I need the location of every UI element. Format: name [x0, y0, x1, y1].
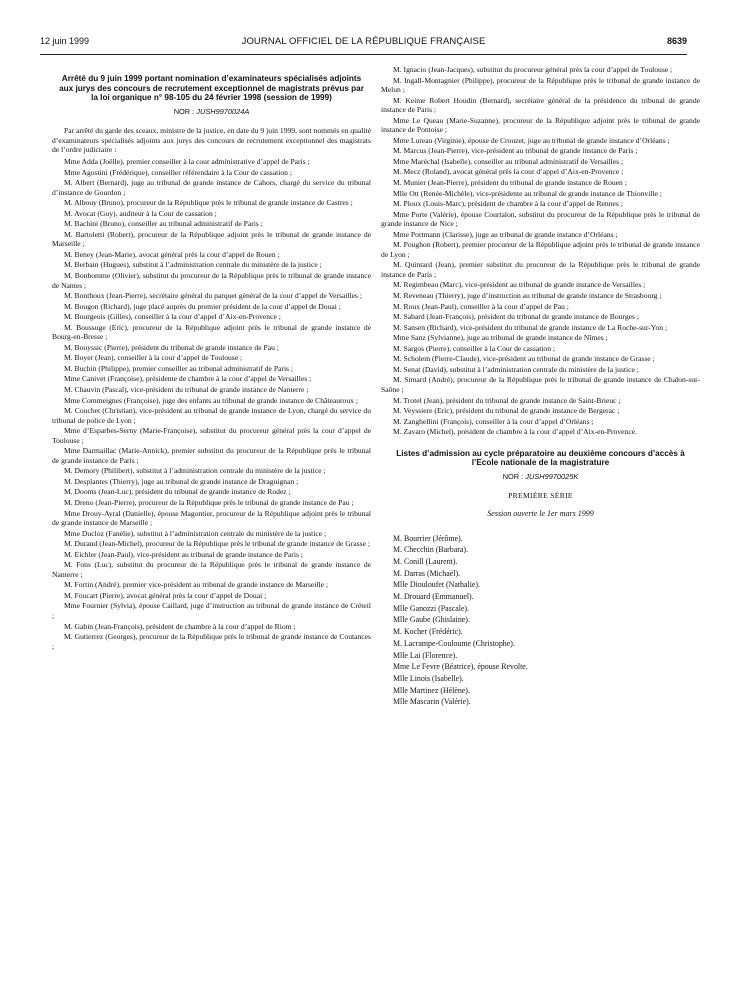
admitted-candidate: Mlle Mascarin (Valérie).: [393, 697, 471, 707]
admitted-candidate: Mlle Ganozzi (Pascale).: [393, 603, 470, 613]
examiner-entry: M. Bouyssic (Pierre), président du tribunal de grande instance de Pau ;: [64, 342, 279, 352]
examiner-entry: Mme Portmann (Clarisse), juge au tribunal de grande instance d’Orléans ;: [393, 229, 618, 239]
examiner-entry: M. Poughon (Robert), premier procureur de la République adjoint près le tribunal de grande instance de Lyon ;: [381, 240, 700, 259]
examiner-entry: M. Sabard (Jean-François), président du tribunal de grande instance de Bourges ;: [393, 312, 639, 322]
examiner-entry: Mme Porte (Valérie), épouse Courtalon, substitut du procureur de la République près le tribunal de grande instance de Nice ;: [381, 209, 700, 229]
examiner-entry: Mme Darmaillac (Marie-Annick), premier substitut du procureur de la République près le tribunal de grande instance de Paris ;: [52, 446, 371, 465]
examiner-entry: M. Marcus (Jean-Pierre), vice-président au tribunal de grande instance de Paris ;: [393, 146, 638, 156]
admitted-candidate: Mme Le Fevre (Béatrice), épouse Revolte.: [393, 662, 528, 672]
serie-heading: PREMIÈRE SÉRIE: [508, 491, 573, 501]
admission-nor: [381, 472, 700, 482]
admitted-candidate: Mlle Linois (Isabelle).: [393, 673, 464, 683]
examiner-entry: M. Bachini (Bruno), conseiller au tribunal administratif de Paris ;: [64, 219, 263, 229]
examiner-entry: M. Couchet (Christian), vice-président au tribunal de grande instance de Lyon, chargé du service du tribunal de police de Lyon ;: [52, 406, 371, 425]
examiner-entry: M. Munier (Jean-Pierre), président du tribunal de grande instance de Rouen ;: [393, 178, 627, 188]
examiner-entry: M. Zanghellini (François), conseiller à la cour d’appel d’Orléans ;: [393, 416, 594, 426]
right-column: [381, 65, 700, 708]
examiner-entry: M. Dreno (Jean-Pierre), procureur de la République près le tribunal de grande instance de Pau ;: [64, 498, 354, 508]
examiner-entry: M. Ploux (Louis-Marc), président de chambre à la cour d’appel de Rennes ;: [393, 199, 623, 209]
decree-title: Arrêté du 9 juin 1999 portant nomination d’examinateurs spécialisés adjoints aux jurys des concours de recrutement exceptionnel de magistrats prévus par la loi organique n° 98-105 du 24 février 1998 (session de 1999): [59, 74, 364, 103]
examiner-entry: M. Chauvin (Pascal), vice-président du tribunal de grande instance de Nanterre ;: [64, 385, 309, 394]
examiner-entry: M. Avocat (Guy), auditeur à la Cour de cassation ;: [64, 208, 217, 218]
examiner-entry: M. Sargos (Pierre), conseiller à la Cour de cassation ;: [393, 343, 556, 353]
examiner-entry: M. Quintard (Jean), premier substitut du procureur de la République près le tribunal de grande instance de Paris ;: [381, 260, 700, 279]
admitted-candidate: M. Conill (Laurent).: [393, 556, 458, 566]
examiner-entry: M. Berbain (Hugues), substitut à l’administration centrale du ministère de la justice ;: [64, 260, 322, 270]
decree-nor: [52, 107, 371, 117]
examiner-entry: M. Ingall-Montagnier (Philippe), procureur de la République près le tribunal de grande instance de Melun ;: [381, 75, 700, 95]
header-date: 12 juin 1999: [40, 36, 90, 46]
header-page-number: 8639: [666, 36, 687, 46]
examiner-entry: M. Senat (David), substitut à l’administration centrale du ministère de la justice ;: [393, 364, 639, 374]
admission-nor-code: JUSH9970025K: [525, 471, 579, 481]
examiner-list-left: [52, 157, 371, 651]
examiner-entry: M. Beney (Jean-Marie), avocat général près la cour d’appel de Rouen ;: [64, 249, 280, 259]
examiner-entry: M. Buchin (Philippe), premier conseiller au tribunal administratif de Paris ;: [64, 363, 294, 373]
admitted-candidate: M. Kocher (Frédéric).: [393, 627, 463, 637]
examiner-entry: M. Simard (André), procureur de la République près le tribunal de grande instance de Chalon-sur-Saône ;: [381, 375, 700, 394]
examiner-entry: Mme Sanz (Sylvianne), juge au tribunal de grande instance de Nîmes ;: [393, 333, 608, 343]
examiner-entry: M. Desplantes (Thierry), juge au tribunal de grande instance de Draguignan ;: [64, 476, 299, 486]
examiner-entry: Mme Canivet (Françoise), présidente de chambre à la cour d’appel de Versailles ;: [64, 374, 312, 384]
examiner-entry: Mme Drouy-Ayral (Danielle), épouse Magontier, procureur de la République adjoint près le tribunal de grande instance de Marseille ;: [52, 508, 371, 528]
header-journal-title: JOURNAL OFFICIEL DE LA RÉPUBLIQUE FRANÇAISE: [241, 36, 486, 47]
examiner-entry: M. Zavaro (Michel), président de chambre à la cour d’appel d’Aix-en-Provence.: [393, 427, 637, 437]
admitted-candidate: Mlle Diouloufet (Nathalie).: [393, 580, 480, 590]
examiner-entry: M. Bonthoux (Jean-Pierre), secrétaire général du parquet général de la cour d’appel de Versailles ;: [64, 291, 363, 301]
examiner-entry: M. Gutierrez (Georges), procureur de la République près le tribunal de grande instance de Coutances ;: [52, 632, 371, 651]
admitted-candidate: M. Lacrampe-Couloume (Christophe).: [393, 638, 515, 648]
decree-nor-label: NOR :: [173, 106, 197, 116]
examiner-entry: Mme Commeignes (Françoise), juge des enfants au tribunal de grande instance de Châteauroux ;: [64, 395, 358, 405]
examiner-entry: M. Sansen (Richard), vice-président du tribunal de grande instance de La Roche-sur-Yon ;: [393, 322, 668, 332]
examiner-entry: Mme Le Queau (Marie-Suzanne), procureur de la République adjoint près le tribunal de grande instance de Pontoise ;: [381, 115, 700, 135]
admitted-candidate: Mlle Martinez (Hélène).: [393, 685, 470, 695]
admitted-candidate: M. Checchin (Barbara).: [393, 545, 468, 555]
examiner-entry: M. Veyssiere (Eric), président du tribunal de grande instance de Bergerac ;: [393, 406, 620, 416]
examiner-entry: M. Eichler (Jean-Paul), vice-président au tribunal de grande instance de Paris ;: [64, 549, 303, 559]
examiner-entry: M. Bougon (Richard), juge placé auprès du premier président de la cour d’appel de Douai ;: [64, 301, 341, 311]
examiner-entry: Mme d’Esparbes-Serny (Marie-Françoise), substitut du procureur général près la cour d’appel de Toulouse ;: [52, 426, 371, 445]
examiner-entry: M. Trotel (Jean), président du tribunal de grande instance de Saint-Brieuc ;: [393, 395, 621, 405]
examiner-entry: M. Reveneau (Thierry), juge d’instruction au tribunal de grande instance de Strasbourg ;: [393, 291, 662, 301]
examiner-entry: M. Mecz (Roland), avocat général près la cour d’appel d’Aix-en-Provence ;: [393, 167, 624, 177]
examiner-entry: M. Boussuge (Eric), procureur de la République adjoint près le tribunal de grande instance de Bourg-en-Bresse ;: [52, 322, 371, 342]
examiner-list-right: [381, 65, 700, 437]
examiner-entry: M. Dooms (Jean-Luc), président du tribunal de grande instance de Rodez ;: [64, 487, 291, 497]
admission-nor-label: NOR :: [502, 471, 526, 481]
examiner-entry: M. Bonhomme (Olivier), substitut du procureur de la République près le tribunal de grande instance de Nantes ;: [52, 270, 371, 290]
session-heading: Session ouverte le 1er mars 1999: [487, 508, 594, 518]
examiner-entry: Mme Maréchal (Isabelle), conseiller au tribunal administratif de Versailles ;: [393, 156, 624, 166]
examiner-entry: M. Keime Robert Houdin (Bernard), secrétaire général de la présidence du tribunal de grande instance de Paris ;: [381, 95, 700, 115]
examiner-entry: Mlle Ott (Renée-Michèle), vice-présidente au tribunal de grande instance de Thionville ;: [393, 188, 662, 198]
decree-nor-code: JUSH9970024A: [196, 106, 250, 116]
page-header: [40, 30, 687, 55]
admitted-list: [381, 533, 700, 709]
examiner-entry: M. Demory (Philibert), substitut à l’administration centrale du ministère de la justice ;: [64, 466, 326, 476]
examiner-entry: M. Ignacio (Jean-Jacques), substitut du procureur général près la cour d’appel de Toulouse ;: [393, 65, 673, 74]
decree-intro: Par arrêté du garde des sceaux, ministre de la justice, en date du 9 juin 1999, sont nommés en qualité d’examinateurs spécialisés adjoints aux jurys des concours de recrutement exceptionnel des magistrats de l’ordre judiciaire :: [52, 126, 371, 155]
admission-title: Listes d’admission au cycle préparatoire au deuxième concours d’accès à l’Ecole nationale de la magistrature: [396, 448, 685, 468]
admitted-candidate: M. Drouard (Emmanuel).: [393, 592, 474, 602]
examiner-entry: M. Boyer (Jean), conseiller à la cour d’appel de Toulouse ;: [64, 353, 243, 363]
examiner-entry: Mme Lureau (Virginie), épouse de Crouzet, juge au tribunal de grande instance d’Orléans ;: [393, 135, 670, 145]
examiner-entry: M. Albouy (Bruno), procureur de la République près le tribunal de grande instance de Castres ;: [64, 198, 353, 208]
examiner-entry: Mme Agostini (Frédérique), conseiller référendaire à la Cour de cassation ;: [64, 167, 292, 177]
examiner-entry: M. Albert (Bernard), juge au tribunal de grande instance de Cahors, chargé du service du tribunal d’instance de Gourdon ;: [52, 178, 371, 197]
examiner-entry: M. Roux (Jean-Paul), conseiller à la cour d’appel de Pau ;: [393, 301, 569, 311]
examiner-entry: M. Regimbeau (Marc), vice-président au tribunal de grande instance de Versailles ;: [393, 280, 646, 290]
examiner-entry: M. Gabin (Jean-François), président de chambre à la cour d’appel de Riom ;: [64, 621, 296, 631]
admitted-candidate: Mlle Lai (Florence).: [393, 650, 458, 660]
admitted-candidate: M. Bourrier (Jérôme).: [393, 533, 463, 543]
examiner-entry: M. Fons (Luc), substitut du procureur de la République près le tribunal de grande instance de Nanterre ;: [52, 560, 371, 579]
examiner-entry: M. Bartoletti (Robert), procureur de la République adjoint près le tribunal de grande instance de Marseille ;: [52, 229, 371, 249]
admitted-candidate: M. Darras (Michaël).: [393, 568, 461, 578]
examiner-entry: M. Bourgeois (Gilles), conseiller à la cour d’appel d’Aix-en-Provence ;: [64, 312, 281, 322]
examiner-entry: Mme Fournier (Sylvia), épouse Caillard, juge d’instruction au tribunal de grande instance de Créteil ;: [52, 601, 371, 621]
examiner-entry: M. Foucart (Pierre), avocat général près la cour d’appel de Douai ;: [64, 590, 267, 600]
admitted-candidate: Mlle Gaube (Ghislaine).: [393, 615, 470, 625]
left-column: [52, 74, 371, 652]
examiner-entry: Mme Ducloz (Fanélie), substitut à l’administration centrale du ministère de la justice ;: [64, 528, 327, 538]
examiner-entry: M. Fortin (André), premier vice-président au tribunal de grande instance de Marseille ;: [64, 580, 329, 590]
examiner-entry: Mme Adda (Joëlle), premier conseiller à la cour administrative d’appel de Paris ;: [64, 156, 310, 166]
examiner-entry: M. Scholem (Pierre-Claude), vice-président au tribunal de grande instance de Grasse ;: [393, 354, 655, 364]
examiner-entry: M. Durand (Jean-Michel), procureur de la République près le tribunal de grande instance de Grasse ;: [64, 539, 370, 549]
